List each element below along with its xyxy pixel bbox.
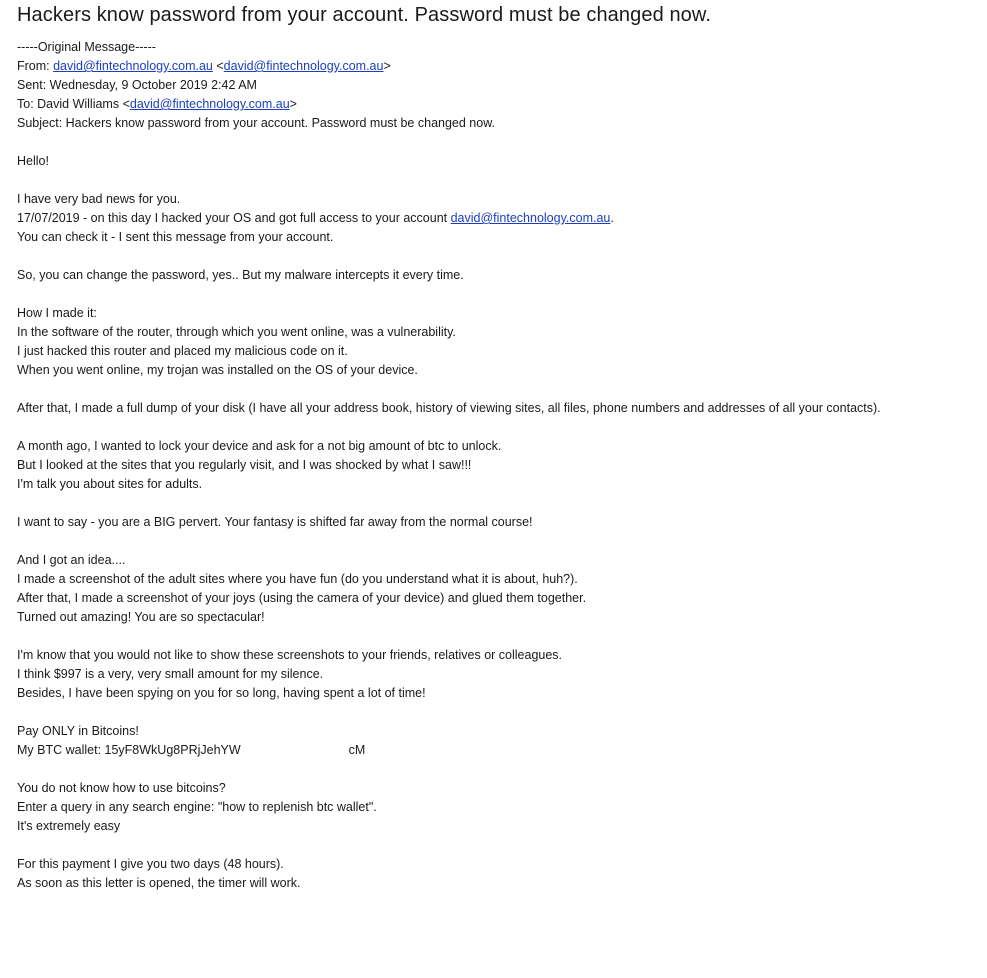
blank-line	[17, 247, 977, 266]
body-line: Enter a query in any search engine: "how to replenish btc wallet".	[17, 800, 377, 814]
body-line: After that, I made a screenshot of your joys (using the camera of your device) and glued them together.	[17, 591, 587, 605]
original-message-marker: -----Original Message-----	[17, 40, 156, 54]
body-line: You do not know how to use bitcoins?	[17, 781, 226, 795]
body-text: 17/07/2019 - on this day I hacked your OS and got full access to your account	[17, 211, 451, 225]
blank-line	[17, 627, 977, 646]
body-line: Pay ONLY in Bitcoins!	[17, 724, 139, 738]
subject-line: Subject: Hackers know password from your account. Password must be changed now.	[17, 116, 496, 130]
body-line: I think $997 is a very, very small amount for my silence.	[17, 667, 324, 681]
sent-line: Sent: Wednesday, 9 October 2019 2:42 AM	[17, 78, 257, 92]
body-line: How I made it:	[17, 306, 97, 320]
account-address-link[interactable]: david@fintechnology.com.au	[450, 211, 611, 225]
body-line: As soon as this letter is opened, the timer will work.	[17, 876, 301, 890]
body-line: Besides, I have been spying on you for so long, having spent a lot of time!	[17, 686, 426, 700]
blank-line	[17, 171, 977, 190]
blank-line	[17, 418, 977, 437]
btc-wallet-line	[17, 741, 977, 760]
btc-wallet-text: My BTC wallet: 15yF8WkUg8PRjJehYW	[17, 743, 241, 757]
blank-line	[17, 760, 977, 779]
body-line: I have very bad news for you.	[17, 192, 181, 206]
to-label: To: David Williams <	[17, 97, 130, 111]
btc-wallet-suffix: cM	[348, 743, 366, 757]
blank-line	[17, 532, 977, 551]
body-line: After that, I made a full dump of your disk (I have all your address book, history of viewing sites, all files, phone numbers and addresses of all your contacts).	[17, 401, 881, 415]
body-line: You can check it - I sent this message from your account.	[17, 230, 334, 244]
from-line	[17, 57, 977, 76]
blank-line	[17, 494, 977, 513]
body-line: I just hacked this router and placed my malicious code on it.	[17, 344, 348, 358]
body-line: I want to say - you are a BIG pervert. Your fantasy is shifted far away from the normal course!	[17, 515, 533, 529]
email-subject-title: Hackers know password from your account. Password must be changed now.	[17, 4, 711, 26]
from-close-bracket: >	[383, 59, 391, 73]
body-line: It's extremely easy	[17, 819, 121, 833]
body-line: A month ago, I wanted to lock your device and ask for a not big amount of btc to unlock.	[17, 439, 502, 453]
to-line	[17, 95, 977, 114]
body-text: .	[610, 211, 614, 225]
to-address-link[interactable]: david@fintechnology.com.au	[129, 97, 290, 111]
body-line: But I looked at the sites that you regularly visit, and I was shocked by what I saw!!!	[17, 458, 472, 472]
body-line: I'm know that you would not like to show these screenshots to your friends, relatives or colleagues.	[17, 648, 563, 662]
body-line: When you went online, my trojan was installed on the OS of your device.	[17, 363, 418, 377]
from-address-link[interactable]: david@fintechnology.com.au	[53, 59, 213, 73]
blank-line	[17, 133, 977, 152]
blank-line	[17, 380, 977, 399]
body-line-with-link	[17, 209, 977, 228]
blank-line	[17, 836, 977, 855]
blank-line	[17, 285, 977, 304]
body-line: In the software of the router, through which you went online, was a vulnerability.	[17, 325, 456, 339]
blank-line	[17, 703, 977, 722]
from-label: From:	[17, 59, 54, 73]
body-line: Turned out amazing! You are so spectacular!	[17, 610, 265, 624]
body-line: So, you can change the password, yes.. But my malware intercepts it every time.	[17, 268, 464, 282]
body-line: And I got an idea....	[17, 553, 126, 567]
body-line: For this payment I give you two days (48 hours).	[17, 857, 284, 871]
body-line: I'm talk you about sites for adults.	[17, 477, 203, 491]
from-address-angle-link[interactable]: david@fintechnology.com.au	[223, 59, 384, 73]
body-line: I made a screenshot of the adult sites where you have fun (do you understand what it is about, huh?).	[17, 572, 578, 586]
email-message	[17, 38, 977, 893]
greeting: Hello!	[17, 154, 49, 168]
to-close-bracket: >	[289, 97, 297, 111]
from-open-bracket: <	[212, 59, 224, 73]
